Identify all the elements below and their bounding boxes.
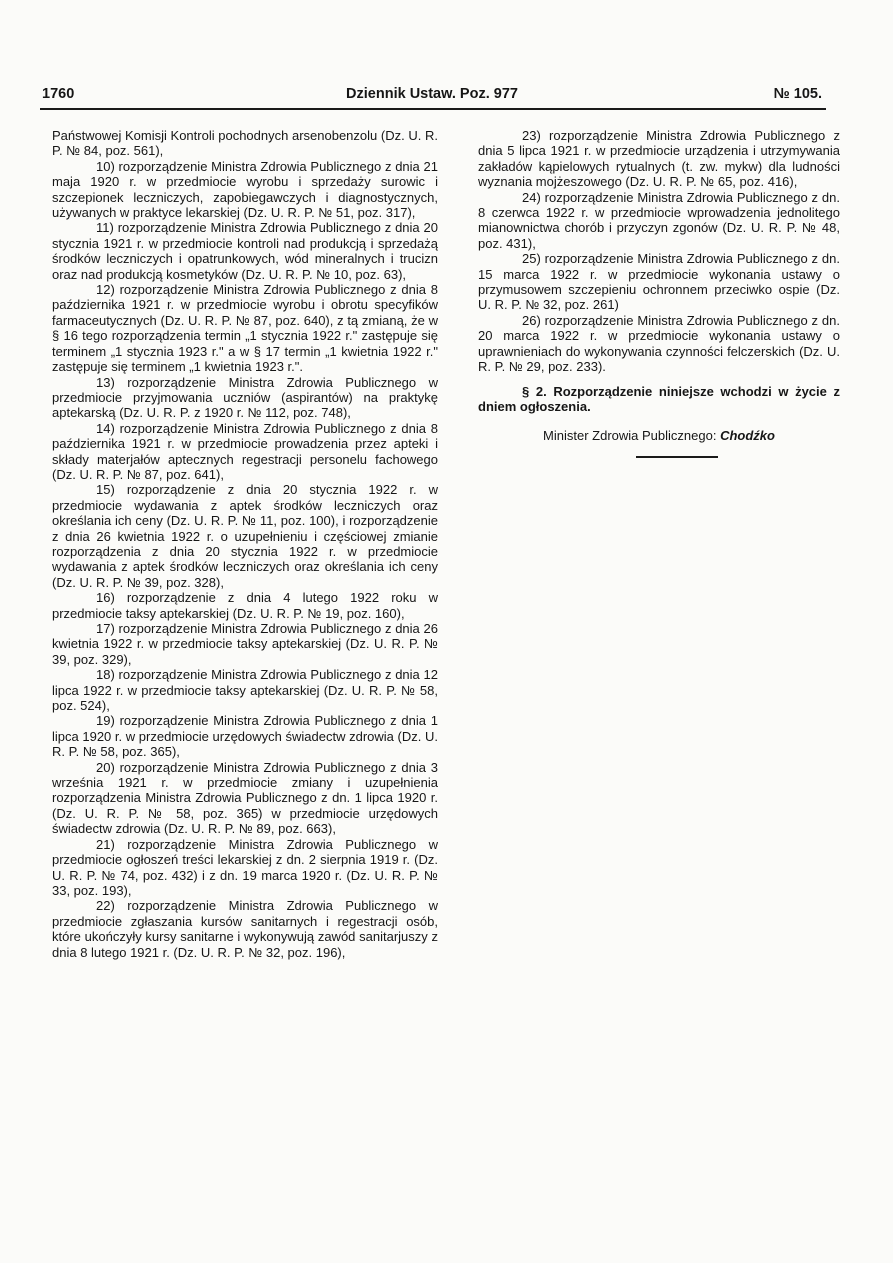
paragraph: 10) rozporządzenie Ministra Zdrowia Publicznego z dnia 21 maja 1920 r. w przedmiocie wyrobu i sprzedaży surowic i szczepionek leczniczych, zapobiegawczych i diagnostycznych, używanych w praktyce lekarskiej (Dz. U. R. P. № 51, poz. 317), (52, 158, 438, 221)
left-column (52, 128, 438, 960)
journal-title: Dziennik Ustaw. Poz. 977 (346, 86, 518, 102)
paragraph: 18) rozporządzenie Ministra Zdrowia Publicznego z dnia 12 lipca 1922 r. w przedmiocie taksy aptekarskiej (Dz. U. R. P. № 58, poz. 524), (52, 667, 438, 714)
paragraph: 16) rozporządzenie z dnia 4 lutego 1922 roku w przedmiocie taksy aptekarskiej (Dz. U. R. P. № 19, poz. 160), (52, 590, 438, 621)
paragraph: 21) rozporządzenie Ministra Zdrowia Publicznego w przedmiocie ogłoszeń treści lekarskiej z dn. 2 sierpnia 1919 r. (Dz. U. R. P. № 74, poz. 432) i z dn. 19 marca 1920 r. (Dz. U. R. P. № 33, poz. 193), (52, 836, 438, 898)
paragraph: 26) rozporządzenie Ministra Zdrowia Publicznego z dn. 20 marca 1922 r. w przedmiocie wykonania ustawy o uprawnieniach do wykonywania czynności felczerskich (Dz. U. R. P. № 29, poz. 233). (478, 312, 840, 375)
signature-line (478, 428, 840, 443)
header-rule (40, 108, 826, 110)
paragraph: 13) rozporządzenie Ministra Zdrowia Publicznego w przedmiocie przyjmowania uczniów (aspirantów) na praktykę aptekarską (Dz. U. R. P. z 1920 r. № 112, poz. 748), (52, 374, 438, 421)
paragraph: 20) rozporządzenie Ministra Zdrowia Publicznego z dnia 3 września 1921 r. w przedmiocie zmiany i uzupełnienia rozporządzenia Ministra Zdrowia Publicznego z dn. 1 lipca 1920 r. (Dz. U. R. P. № 58, poz. 365) w przedmiocie urzędowych świadectw zdrowia (Dz. U. R. P. № 89, poz. 663), (52, 759, 438, 837)
paragraph: 11) rozporządzenie Ministra Zdrowia Publicznego z dnia 20 stycznia 1921 r. w przedmiocie kontroli nad produkcją i sprzedażą środków leczniczych i opatrunkowych, wód mineralnych i trucizn oraz nad produkcją kosmetyków (Dz. U. R. P. № 10, poz. 63), (52, 220, 438, 282)
paragraph: 25) rozporządzenie Ministra Zdrowia Publicznego z dn. 15 marca 1922 r. w przedmiocie wykonania ustawy o przymusowem szczepieniu ochronnem przeciwko ospie (Dz. U. R. P. № 32, poz. 261) (478, 251, 840, 313)
signature-prefix: Minister Zdrowia Publicznego: (543, 428, 721, 444)
issue-number: № 105. (773, 86, 822, 102)
paragraph: 17) rozporządzenie Ministra Zdrowia Publicznego z dnia 26 kwietnia 1922 r. w przedmiocie taksy aptekarskiej (Dz. U. R. P. № 39, poz. 329), (52, 621, 438, 667)
paragraph: 12) rozporządzenie Ministra Zdrowia Publicznego z dnia 8 października 1921 r. w przedmiocie wyrobu i obrotu specyfików farmaceutycznych (Dz. U. R. P. № 87, poz. 640), z tą zmianą, że w § 16 tego rozporządzenia termin „1 stycznia 1922 r." zastępuje się terminem „1 stycznia 1923 r." a w § 17 termin „1 kwietnia 1922 r." zastępuje się terminem „1 kwietnia 1923 r.". (52, 282, 438, 375)
signer-name: Chodźko (720, 428, 775, 444)
page-header (42, 86, 822, 106)
paragraph: 19) rozporządzenie Ministra Zdrowia Publicznego z dnia 1 lipca 1920 r. w przedmiocie urzędowych świadectw zdrowia (Dz. U. R. P. № 58, poz. 365), (52, 713, 438, 760)
section-paragraph: § 2. Rozporządzenie niniejsze wchodzi w życie z dniem ogłoszenia. (478, 383, 840, 414)
end-rule (636, 456, 718, 458)
paragraph: 14) rozporządzenie Ministra Zdrowia Publicznego z dnia 8 października 1921 r. w przedmiocie prowadzenia przez apteki i składy materjałów aptecznych regestracji personelu fachowego (Dz. U. R. P. № 87, poz. 641), (52, 420, 438, 482)
paragraph: 23) rozporządzenie Ministra Zdrowia Publicznego z dnia 5 lipca 1921 r. w przedmiocie urządzenia i utrzymywania zakładów kąpielowych rytualnych (t. zw. mykw) dla ludności wyznania mojżeszowego (Dz. U. R. P. № 65, poz. 416), (478, 128, 840, 190)
paragraph: 22) rozporządzenie Ministra Zdrowia Publicznego w przedmiocie zgłaszania kursów sanitarnych i regestracji osób, które ukończyły kursy sanitarne i wykonywują zawód sanitarjuszy z dnia 8 lutego 1921 r. (Dz. U. R. P. № 32, poz. 196), (52, 898, 438, 960)
paragraph: 15) rozporządzenie z dnia 20 stycznia 1922 r. w przedmiocie wydawania z aptek środków leczniczych oraz określania ich ceny (Dz. U. R. P. № 11, poz. 100), i rozporządzenie z dnia 26 kwietnia 1922 r. o uzupełnieniu i częściowej zmianie rozporządzenia z dnia 20 stycznia 1922 r. w przedmiocie wydawania z aptek środków leczniczych oraz określania ich ceny (Dz. U. R. P. № 39, poz. 328), (52, 482, 438, 590)
right-column (478, 128, 840, 458)
paragraph: Państwowej Komisji Kontroli pochodnych arsenobenzolu (Dz. U. R. P. № 84, poz. 561), (52, 128, 438, 159)
page-number: 1760 (42, 86, 75, 102)
paragraph: 24) rozporządzenie Ministra Zdrowia Publicznego z dn. 8 czerwca 1922 r. w przedmiocie wprowadzenia jednolitego mianownictwa chorób i przyczyn zgonów (Dz. U. R. P. № 48, poz. 431), (478, 189, 840, 251)
